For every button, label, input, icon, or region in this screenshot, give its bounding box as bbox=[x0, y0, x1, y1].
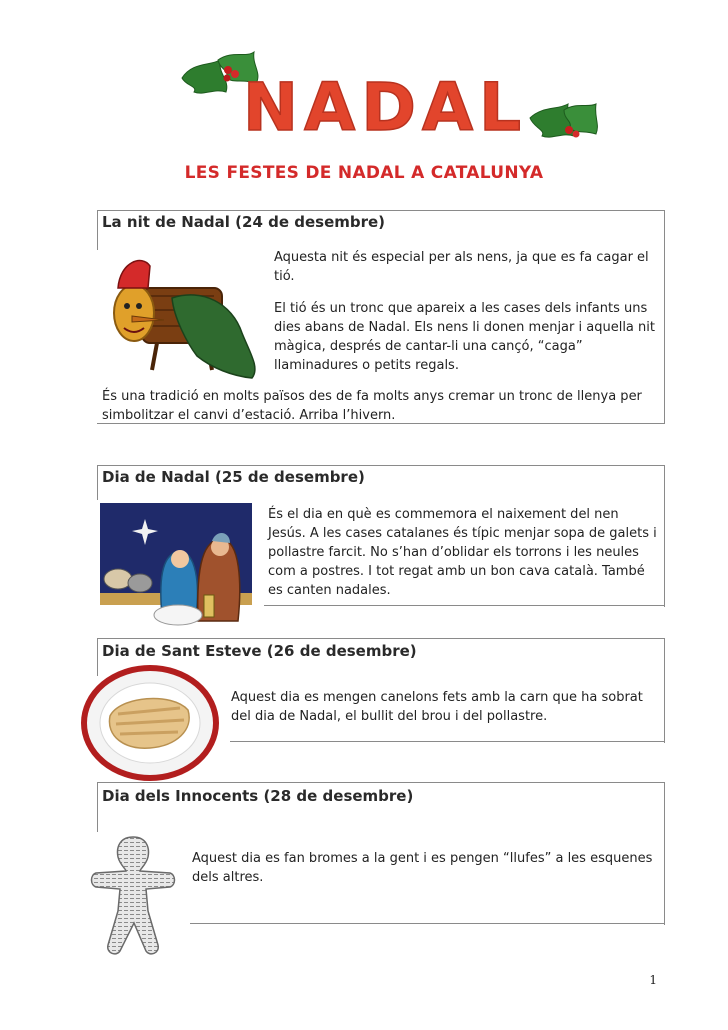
section-heading: Dia dels Innocents (28 de desembre) bbox=[102, 787, 414, 805]
logo-text: NADAL bbox=[242, 69, 528, 146]
section-heading: Dia de Sant Esteve (26 de desembre) bbox=[102, 642, 417, 660]
box-tick bbox=[97, 782, 98, 832]
divider bbox=[264, 605, 665, 606]
box-tick bbox=[97, 465, 98, 500]
page-subtitle: LES FESTES DE NADAL A CATALUNYA bbox=[184, 163, 544, 183]
section-paragraph: Aquest dia es fan bromes a la gent i es pengen “llufes” a les esquenes dels altres. bbox=[192, 851, 653, 885]
section-paragraph: Aquest dia es mengen canelons fets amb la carn que ha sobrat del dia de Nadal, el bullit del brou i del pollastre. bbox=[231, 690, 643, 724]
paper-figure-icon bbox=[88, 833, 178, 958]
canelons-plate-icon bbox=[80, 664, 220, 782]
section-paragraph: És el dia en què es commemora el naixement del nen Jesús. A les cases catalanes és típic menjar sopa de galets i pollastre farcit. No s’han d’oblidar els torrons i les neules com a postres. I tot regat amb un bon cava català. També es canten nadales. bbox=[268, 507, 657, 598]
page-number: 1 bbox=[649, 973, 657, 987]
nadal-logo bbox=[180, 48, 600, 158]
divider bbox=[230, 741, 665, 742]
section-paragraph: Aquesta nit és especial per als nens, ja que es fa cagar el tió. bbox=[274, 250, 649, 284]
holly-right-icon bbox=[530, 104, 597, 138]
box-tick bbox=[97, 210, 98, 250]
section-heading: Dia de Nadal (25 de desembre) bbox=[102, 468, 365, 486]
section-paragraph: El tió és un tronc que apareix a les cases dels infants uns dies abans de Nadal. Els nens li donen menjar i aquella nit màgica, després de cantar-li una cançó, “caga” llaminadures o petits regals. bbox=[274, 301, 655, 373]
tio-log-icon bbox=[102, 248, 262, 383]
section-footer-text: És una tradició en molts països des de fa molts anys cremar un tronc de llenya per simbolitzar el canvi d’estació. Arriba l’hivern. bbox=[102, 389, 642, 423]
section-heading: La nit de Nadal (24 de desembre) bbox=[102, 213, 386, 231]
divider bbox=[190, 923, 665, 924]
nativity-icon bbox=[100, 503, 252, 633]
